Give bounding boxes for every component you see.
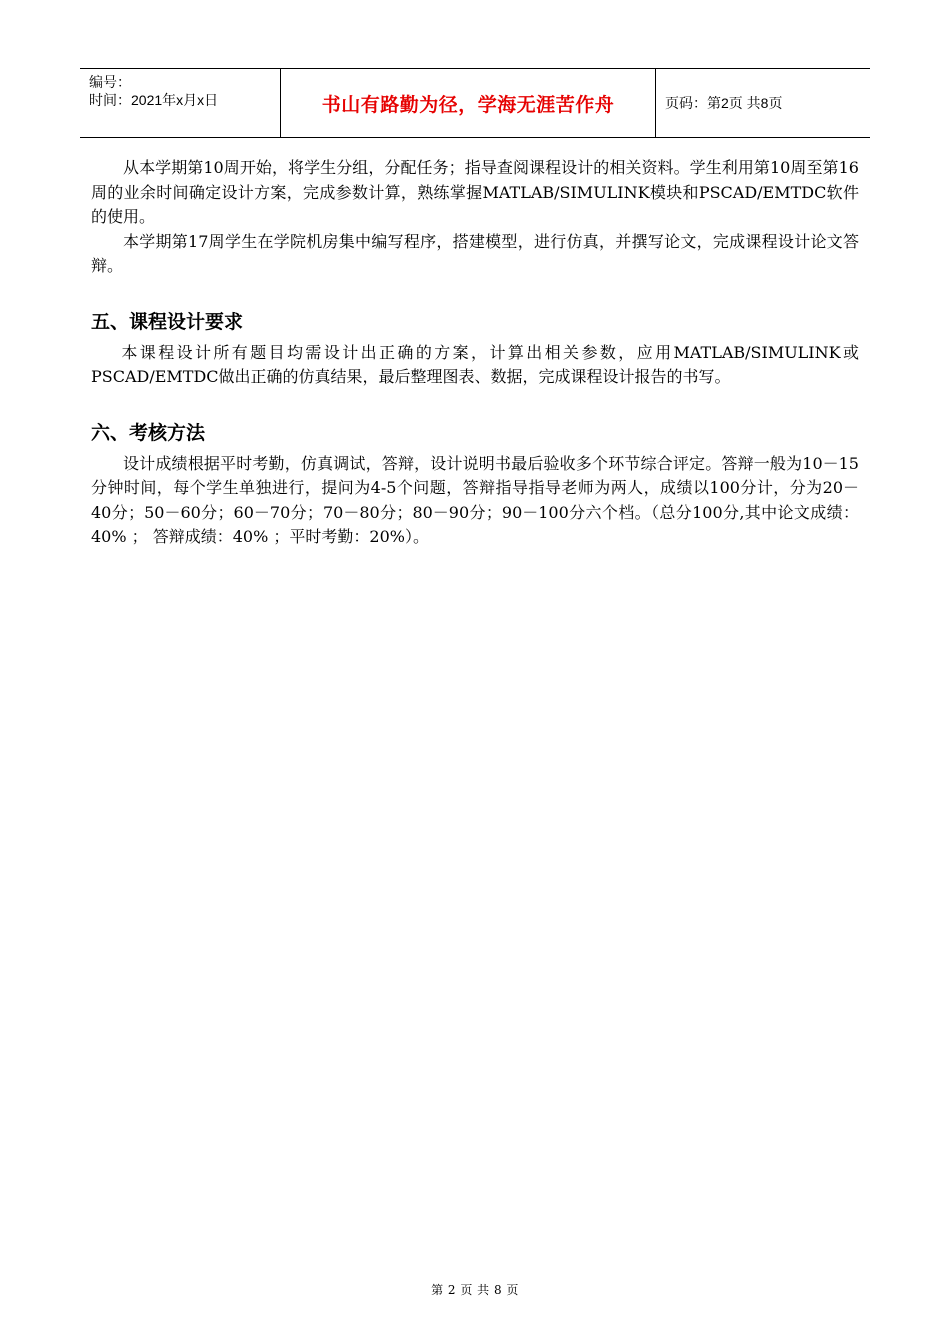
section-6-heading: 六、考核方法 bbox=[91, 421, 206, 444]
section-5-paragraph: 本课程设计所有题目均需设计出正确的方案，计算出相关参数，应用MATLAB/SIMULINK或PSCAD/EMTDC做出正确的仿真结果，最后整理图表、数据，完成课程设计报告的书写。 bbox=[91, 342, 859, 386]
section-6-paragraph: 设计成绩根据平时考勤，仿真调试，答辩，设计说明书最后验收多个环节综合评定。答辩一般为10－15分钟时间，每个学生单独进行，提问为4-5个问题，答辩指导指导老师为两人，成绩以100分计，分为20－40分；50－60分；60－70分；70－80分；80－90分；90－100分六个档。（总分100分,其中论文成绩：40% ； 答辩成绩：40% ；平时考勤：20%）。 bbox=[91, 453, 859, 546]
header-left-cell bbox=[80, 69, 280, 137]
header-motto-cell bbox=[280, 69, 656, 137]
document-number-label: 编号： bbox=[89, 74, 131, 90]
intro-paragraph-2: 本学期第17周学生在学院机房集中编写程序，搭建模型，进行仿真，并撰写论文，完成课程设计论文答辩。 bbox=[91, 231, 859, 275]
header-right-cell bbox=[655, 69, 870, 137]
intro-paragraph-1: 从本学期第10周开始，将学生分组，分配任务；指导查阅课程设计的相关资料。学生利用第10周至第16周的业余时间确定设计方案，完成参数计算，熟练掌握MATLAB/SIMULINK模块和PSCAD/EMTDC软件的使用。 bbox=[91, 158, 859, 226]
header-page-info: 页码：第2页 共8页 bbox=[665, 95, 783, 111]
header-motto: 书山有路勤为径，学海无涯苦作舟 bbox=[321, 93, 615, 116]
page-header bbox=[80, 68, 870, 138]
document-time-label: 时间：2021年x月x日 bbox=[89, 92, 219, 108]
document-body bbox=[91, 156, 859, 550]
page-footer: 第 2 页 共 8 页 bbox=[431, 1283, 519, 1297]
section-5-heading: 五、课程设计要求 bbox=[91, 310, 244, 333]
